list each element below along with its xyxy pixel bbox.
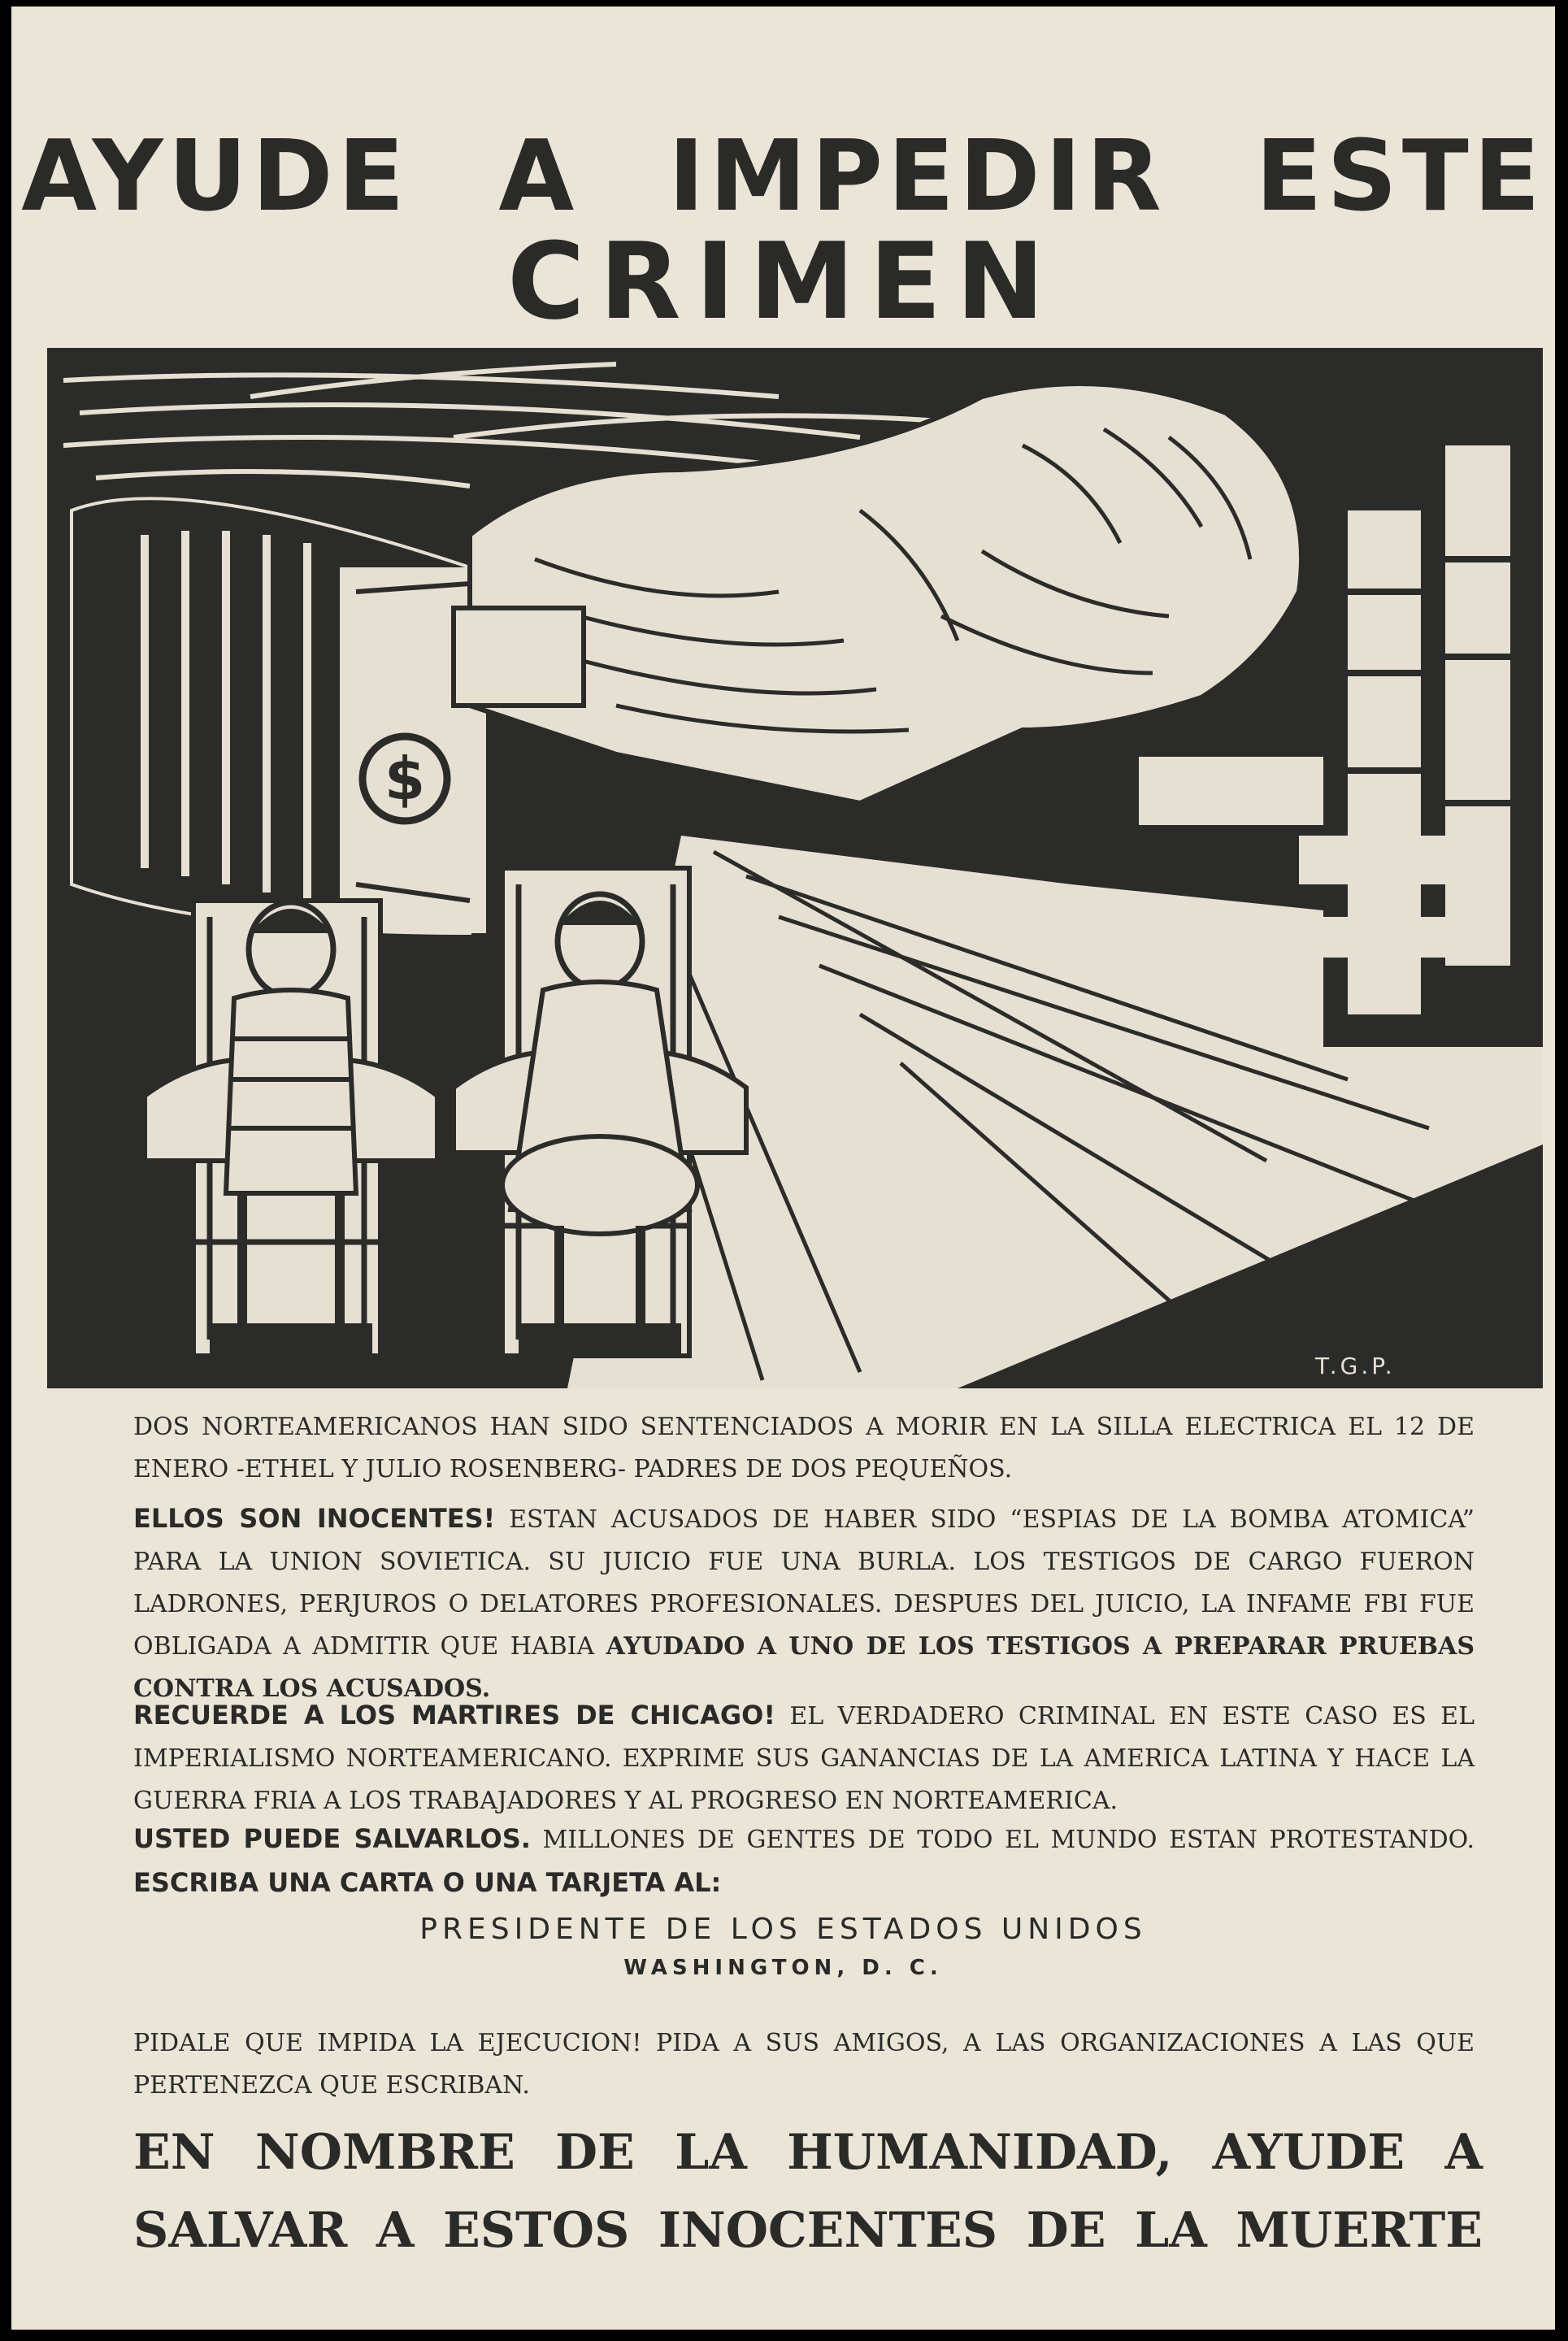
paragraph-sentence: DOS NORTEAMERICANOS HAN SIDO SENTENCIADOS A MORIR EN LA SILLA ELECTRICA EL 12 DE ENERO -ETHEL Y JULIO ROSENBERG- PADRES DE DOS PEQUEÑOS. [133, 1413, 1475, 1483]
paragraph-save [133, 1818, 1475, 1905]
linocut-illustration [47, 348, 1543, 1388]
paragraph-chicago-body: EL VERDADERO CRIMINAL EN ESTE CASO ES EL IMPERIALISMO NORTEAMERICANO. EXPRIME SUS GANANCIAS DE LA AMERICA LATINA Y HACE LA GUERRA FRIA A LOS TRABAJADORES Y AL PROGRESO EN NORTEAMERICA. [133, 1702, 1475, 1815]
title-line-1: AYUDE A IMPEDIR ESTE [21, 120, 1545, 233]
address-city: WASHINGTON, D. C. [623, 1956, 943, 1980]
paragraph-innocent-emphasis: AYUDADO A UNO DE LOS TESTIGOS A PREPARAR PRUEBAS CONTRA LOS ACUSADOS. [133, 1632, 1475, 1703]
title-line-2: CRIMEN [507, 219, 1059, 343]
paragraph-save-call: ESCRIBA UNA CARTA O UNA TARJETA AL: [133, 1867, 722, 1898]
paragraph-innocent [133, 1497, 1475, 1710]
paragraph-innocent-lead: ELLOS SON INOCENTES! [133, 1503, 496, 1534]
paragraph-request: PIDALE QUE IMPIDA LA EJECUCION! PIDA A SUS AMIGOS, A LAS ORGANIZACIONES A LAS QUE PERTENEZCA QUE ESCRIBAN. [133, 2029, 1475, 2100]
artist-signature: T.G.P. [1315, 1353, 1396, 1379]
dollar-symbol: $ [384, 745, 426, 813]
paragraph-innocent-body: ESTAN ACUSADOS DE HABER SIDO “ESPIAS DE LA BOMBA ATOMICA” PARA LA UNION SOVIETICA. SU JUICIO FUE UNA BURLA. LOS TESTIGOS DE CARGO FUERON LADRONES, PERJUROS O DELATORES PROFESIONALES. DESPUES DEL JUICIO, LA INFAME FBI FUE OBLIGADA A ADMITIR QUE HABIA [133, 1505, 1475, 1661]
closing-line-1: EN NOMBRE DE LA HUMANIDAD, AYUDE A [133, 2124, 1483, 2181]
poster-sheet [11, 7, 1555, 2330]
address-recipient: PRESIDENTE DE LOS ESTADOS UNIDOS [419, 1913, 1147, 1946]
paragraph-chicago [133, 1694, 1475, 1822]
paragraph-save-body: MILLONES DE GENTES DE TODO EL MUNDO ESTAN PROTESTANDO. [530, 1826, 1475, 1854]
paragraph-save-lead: USTED PUEDE SALVARLOS. [133, 1823, 531, 1854]
paragraph-chicago-lead: RECUERDE A LOS MARTIRES DE CHICAGO! [133, 1700, 775, 1731]
closing-line-2: SALVAR A ESTOS INOCENTES DE LA MUERTE [133, 2202, 1483, 2259]
